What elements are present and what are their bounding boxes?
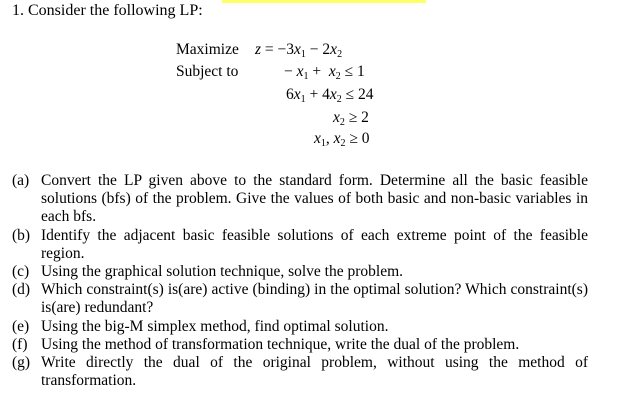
question-b	[12, 227, 588, 263]
question-list	[12, 172, 588, 390]
question-marker: (f)	[12, 335, 28, 353]
constraint-2: $6x_1 + 4x_2 \le 24$	[286, 86, 374, 105]
question-e	[12, 318, 588, 336]
question-text: Which constraint(s) is(are) active (binding) in the optimal solution? Which constraint(s) is(are) redundant?	[41, 281, 588, 317]
question-marker: (b)	[12, 226, 31, 244]
problem-heading: 1. Consider the following LP:	[12, 2, 203, 19]
question-text: Using the method of transformation technique, write the dual of the problem.	[41, 335, 520, 353]
question-marker: (e)	[12, 317, 30, 335]
question-text: Write directly the dual of the original problem, without using the method of transformation.	[41, 354, 588, 390]
question-text: Identify the adjacent basic feasible solutions of each extreme point of the feasible region.	[41, 226, 588, 262]
question-a	[12, 172, 588, 227]
nonnegativity-constraint: $x_1$, $x_2 \ge 0$	[314, 130, 370, 149]
question-marker: (a)	[12, 172, 30, 189]
question-text: Convert the LP given above to the standard form. Determine all the basic feasible solutions (bfs) of the problem. Give the values of both basic and non-basic variables in each bfs.	[41, 172, 588, 226]
question-marker: (c)	[12, 263, 30, 281]
question-d	[12, 281, 588, 317]
question-marker: (d)	[12, 281, 31, 299]
maximize-label: Maximize	[176, 41, 239, 58]
subject-to-label: Subject to	[176, 63, 239, 80]
text-highlight	[222, 0, 426, 3]
question-text: Using the graphical solution technique, solve the problem.	[41, 263, 404, 281]
question-text: Using the big-M simplex method, find optimal solution.	[41, 317, 389, 335]
question-g	[12, 354, 588, 390]
question-c	[12, 263, 588, 281]
constraint-1: − $x_1 + x_2 \le 1$	[284, 63, 365, 82]
objective-function: $z = -3x_1 - 2x_2$	[255, 41, 343, 60]
question-f	[12, 336, 588, 354]
question-marker: (g)	[12, 354, 31, 372]
constraint-3: $x_2 \ge 2$	[333, 109, 369, 128]
